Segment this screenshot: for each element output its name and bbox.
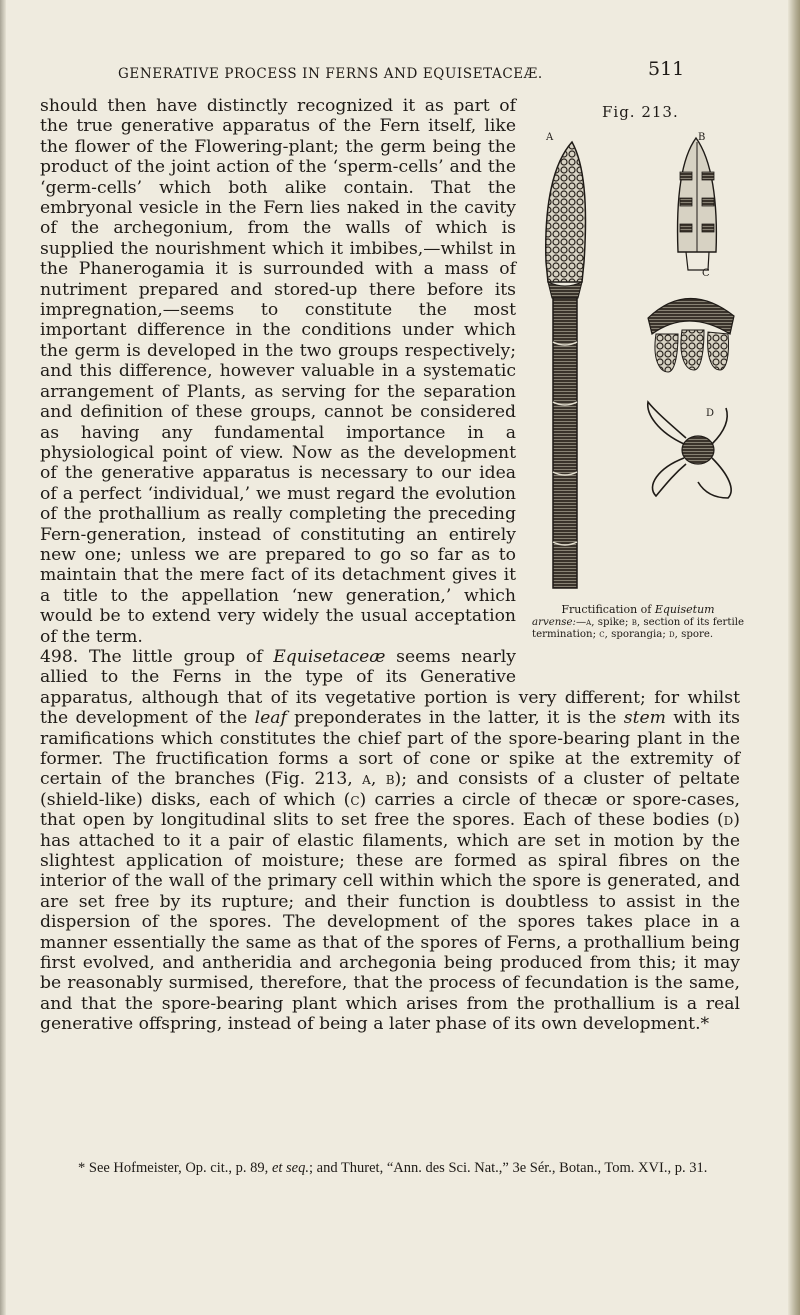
figure-label-a: A xyxy=(546,132,554,143)
figure-label-c: C xyxy=(702,268,710,279)
section-b-drawing xyxy=(678,138,717,270)
page-edge-right xyxy=(788,0,800,1315)
figure-label-b: B xyxy=(698,132,706,143)
equisetum-illustration xyxy=(528,102,750,602)
figure-caption: Fructification of Equisetum arvense:—a, spike; b, section of its fertile termination; c, sporangia; d, spore. xyxy=(532,603,745,641)
spore-d-drawing xyxy=(648,402,731,498)
running-head: GENERATIVE PROCESS IN FERNS AND EQUISETACEÆ. xyxy=(118,66,543,82)
paragraph-1: should then have distinctly recognized it as part of the true generative apparatus of the Fern itself, like the flower of the Flowering-plant; the germ being the product of the joint action of the ‘sperm-cells’ and the ‘germ-cells’ which both alike contain. That the embryonal vesicle in the Fern lies naked in the cavity of the archegonium, from the walls of which is supplied the nourishment which it imbibes,—whilst in the Phanerogamia it is surrounded with a mass of nutriment prepared and stored-up there before its impregnation,—seems to constitute the most important difference in the conditions under which the germ is developed in the two groups respectively; and this difference, however valuable in a systematic arrangement of Plants, as serving for the separation and definition of these groups, cannot be considered as having any fundamental importance in a physiological point of view. Now as the development of the generative apparatus is necessary to our idea of a perfect ‘individual,’ we must regard the evolution of the prothallium as really completing the preceding Fern-generation, instead of constituting an entirely new one; unless we are prepared to go so far as to maintain that the mere fact of its detachment gives it a title to the appellation ‘new generation,’ which would be to extend very widely the usual acceptation of the term. xyxy=(40,96,516,647)
page-edge-left xyxy=(0,0,6,1315)
paragraph-498: 498. The little group of Equisetaceæ seems nearly allied to the Ferns in the type of its Generative apparatus, although that of its vegetative portion is very different; for whilst the development of the leaf preponderates in the latter, it is the stem with its ramifications which constitutes the chief part of the spore-bearing plant in the former. The fructification forms a sort of cone or spike at the extremity of certain of the branches (Fig. 213, a, b); and consists of a cluster of peltate (shield-like) disks, each of which (c) carries a circle of thecæ or spore-cases, that open by longitudinal slits to set free the spores. Each of these bodies (d) has attached to it a pair of elastic filaments, which are set in motion by the slightest application of moisture; these are formed as spiral fibres on the interior of the wall of the primary cell within which the spore is generated, and are set free by its rupture; and their function is doubtless to assist in the dispersion of the spores. The development of the spores takes place in a manner essentially the same as that of the spores of Ferns, a prothallium being first evolved, and antheridia and archegonia being produced from this; it may be reasonably surmised, therefore, that the process of fecundation is the same, and that the spore-bearing plant which arises from the prothallium is a real generative offspring, instead of being a later phase of its own development.* xyxy=(40,646,741,1035)
figure-213 xyxy=(528,102,750,679)
sporangia-c-drawing xyxy=(648,298,734,372)
footnote: * See Hofmeister, Op. cit., p. 89, et seq.; and Thuret, “Ann. des Sci. Nat.,” 3e Sér., Botan., Tom. XVI., p. 31. xyxy=(78,1160,708,1176)
spike-a-drawing xyxy=(546,142,586,588)
figure-title: Fig. 213. xyxy=(602,103,679,121)
caption-heading: Fructification of Equisetum xyxy=(561,603,715,616)
page-number: 511 xyxy=(648,58,685,80)
paragraph-number: 498. xyxy=(40,646,79,667)
body-text xyxy=(40,96,745,1035)
figure-label-d: D xyxy=(706,408,715,419)
caption-species: arvense: xyxy=(532,616,576,628)
